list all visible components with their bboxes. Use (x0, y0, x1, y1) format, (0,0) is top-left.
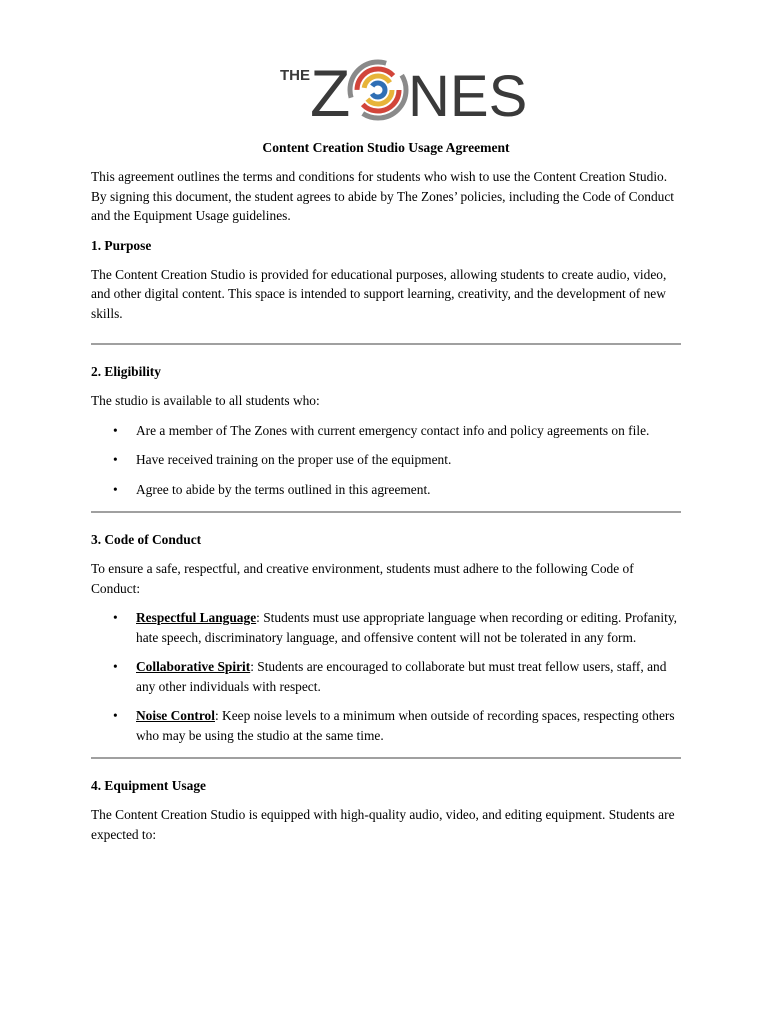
bullet-icon: • (113, 659, 118, 674)
section-divider (91, 343, 681, 345)
eligibility-paragraph: The studio is available to all students who: (91, 393, 320, 408)
bullet-icon: • (113, 422, 118, 438)
term-noise-control: Noise Control (136, 708, 215, 723)
list-item: • Have received training on the proper use of the equipment. (91, 450, 681, 470)
section-heading-conduct: 3. Code of Conduct (91, 532, 202, 547)
bullet-icon: • (113, 708, 118, 723)
purpose-paragraph: The Content Creation Studio is provided for educational purposes, allowing students to create audio, video, and other digital content. This space is intended to support learning, creativity, and the development of new skills. (91, 266, 667, 321)
term-collaborative-spirit: Collaborative Spirit (136, 659, 251, 674)
logo-letters: NES (408, 64, 528, 129)
section-heading-eligibility: 2. Eligibility (91, 364, 161, 379)
section-heading-equipment: 4. Equipment Usage (91, 778, 206, 793)
equipment-paragraph: The Content Creation Studio is equipped with high-quality audio, video, and editing equipment. Students are expected to: (91, 807, 675, 842)
eligibility-list (91, 421, 681, 500)
conduct-paragraph: To ensure a safe, respectful, and creative environment, students must adhere to the following Code of Conduct: (91, 561, 634, 596)
bullet-icon: • (113, 481, 118, 497)
section-divider (91, 757, 681, 759)
logo-swirl-icon (350, 62, 406, 118)
intro-paragraph: This agreement outlines the terms and conditions for students who wish to use the Content Creation Studio. By signing this document, the student agrees to abide by The Zones’ policies, including the Code of Conduct and the Equipment Usage guidelines. (91, 169, 675, 223)
section-heading-purpose: 1. Purpose (91, 237, 152, 253)
bullet-icon: • (113, 610, 118, 625)
logo-letter-z: Z (310, 56, 351, 130)
list-item: • Respectful Language: Students must use appropriate language when recording or editing. Profanity, hate speech, discriminatory language, and offensive content will not be tolerated in any form. (113, 610, 677, 645)
conduct-list (91, 608, 681, 745)
list-item: • Noise Control: Keep noise levels to a minimum when outside of recording spaces, respecting others who may be using the studio at the same time. (113, 708, 675, 743)
zones-logo-graphic (280, 52, 528, 130)
list-item: • Are a member of The Zones with current emergency contact info and policy agreements on file. (91, 421, 681, 441)
page-title: Content Creation Studio Usage Agreement (262, 140, 510, 155)
section-divider (91, 511, 681, 513)
list-item: • Agree to abide by the terms outlined in this agreement. (91, 480, 681, 500)
bullet-icon: • (113, 452, 118, 467)
term-respectful-language: Respectful Language (136, 610, 257, 625)
list-item: • Collaborative Spirit: Students are encouraged to collaborate but must treat fellow users, staff, and any other individuals with respect. (113, 659, 667, 694)
agreement-body (91, 138, 681, 854)
the-zones-logo (280, 52, 528, 130)
logo-prefix: THE (280, 67, 310, 84)
